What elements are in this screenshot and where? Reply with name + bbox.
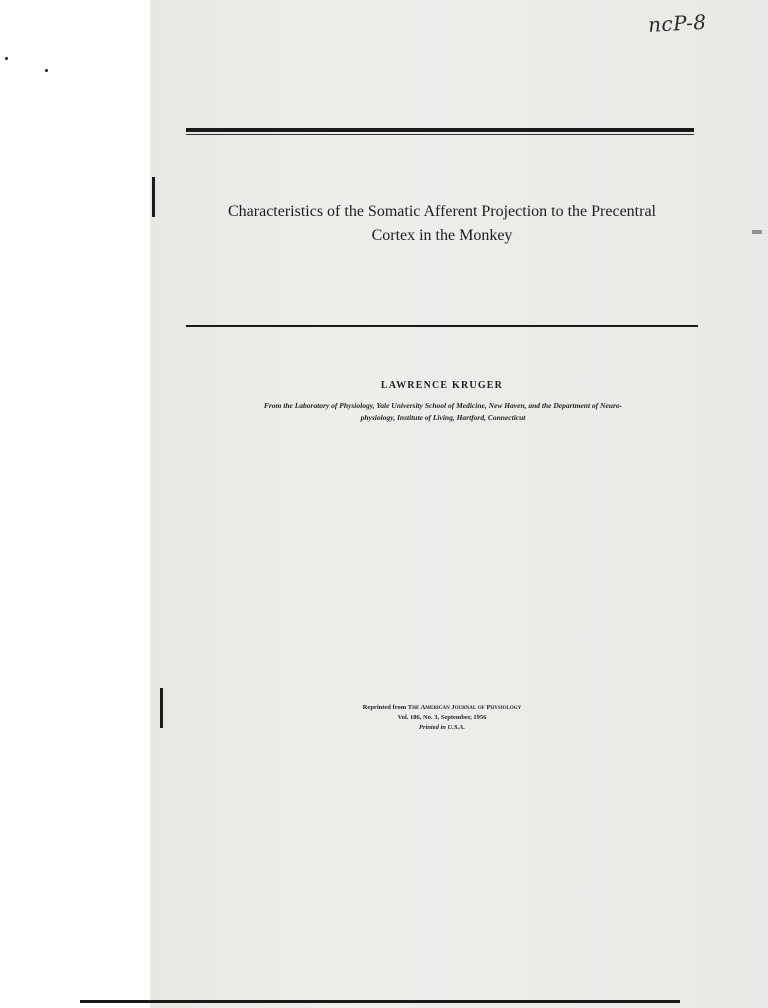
scan-speck xyxy=(5,57,8,60)
scan-background xyxy=(150,0,768,1008)
top-rule xyxy=(186,128,694,132)
reprint-volume: Vol. 186, No. 3, September, 1956 xyxy=(397,714,487,721)
reprint-prefix: Reprinted from xyxy=(362,704,408,711)
handwritten-annotation: ncP-8 xyxy=(647,9,708,37)
author-affiliation xyxy=(186,400,700,424)
margin-bar xyxy=(160,688,163,728)
bottom-rule xyxy=(80,1000,680,1003)
author-name: LAWRENCE KRUGER xyxy=(380,380,504,391)
printed-in: Printed in U.S.A. xyxy=(418,724,466,731)
reprint-source xyxy=(186,703,698,713)
affiliation-line: From the Laboratory of Physiology, Yale University School of Medicine, New Haven, and the Department of Neuro- xyxy=(263,401,623,410)
title-line: Cortex in the Monkey xyxy=(371,227,513,244)
journal-name: The American Journal of Physiology xyxy=(407,704,522,711)
top-rule-thin xyxy=(186,134,694,135)
article-title xyxy=(186,200,698,248)
reprint-notice xyxy=(186,703,698,733)
edge-mark xyxy=(752,230,762,234)
margin-bar xyxy=(152,177,155,217)
title-line: Characteristics of the Somatic Afferent Projection to the Precentral xyxy=(227,203,656,220)
page-margin xyxy=(0,0,150,1008)
affiliation-line: physiology, Institute of Living, Hartford, Connecticut xyxy=(360,413,526,422)
middle-rule xyxy=(186,325,698,327)
scan-speck xyxy=(45,69,48,72)
